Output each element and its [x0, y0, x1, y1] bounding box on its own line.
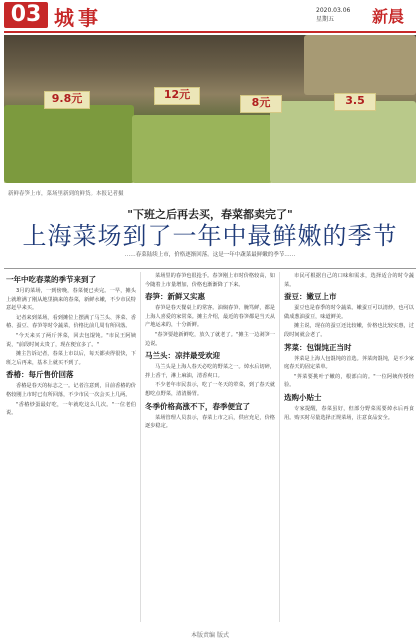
column-heading: 选购小贴士 [284, 392, 322, 402]
article-column-2 [145, 272, 275, 624]
column-paragraph: "春笋要趁新鲜吃，放久了就老了。"摊主一边剥笋一边说。 [145, 331, 275, 347]
column-rule [279, 272, 280, 622]
column-paragraph: 菜场里的春笋也很抢手。春笋刚上市时价格较高，如今随着上市量增加，价格也渐渐降了下来。 [145, 273, 275, 288]
price-sign: 8元 [240, 95, 282, 113]
column-paragraph: 不少老年市民表示，吃了一冬天的荤菜，到了春天就想吃点野菜，清清肠胃。 [145, 382, 275, 397]
article-title: 上海菜场到了一年中最鲜嫩的季节 [22, 222, 398, 250]
header-rule [4, 31, 416, 33]
column-heading: 香椿：每斤售价回落 [6, 370, 74, 380]
article-lead: ……春菜陆续上市，价格逐渐回落。这是一年中蔬菜最鲜嫩的季节…… [124, 252, 296, 258]
column-heading: 一年中吃春菜的季节来到了 [6, 275, 96, 284]
logo-char-b: 晨 [388, 7, 405, 26]
column-paragraph: 摊主告诉记者，春菜上市以后，每天都卖得很快，下班之后再来，基本上就买不到了。 [6, 351, 136, 366]
date-meta [316, 6, 372, 24]
vegetable-pile-left [4, 105, 134, 183]
column-paragraph: 蚕豆也是春季的时令蔬菜。嫩蚕豆可以清炒，也可以做成葱油蚕豆，味道鲜美。 [284, 305, 414, 320]
vegetable-pile-center [132, 115, 272, 183]
article-column-3 [284, 272, 414, 624]
masthead-logo [372, 4, 404, 27]
price-sign: 3.5 [334, 93, 376, 111]
column-paragraph: 香椿是春天的标志之一。记者注意到，目前香椿的价格较刚上市时已有所回落，不少市民一次会买上几两。 [6, 383, 136, 398]
price-sign: 12元 [154, 87, 200, 105]
column-heading: 春笋：新鲜又实惠 [145, 292, 205, 302]
column-paragraph: "荠菜要挑叶子嫩的，根部白的。"一位阿姨传授经验。 [284, 373, 414, 389]
article-column-1 [6, 272, 136, 624]
column-paragraph: "香椿炒蛋最好吃，一年就吃这么几次。"一位老伯说。 [6, 401, 136, 417]
column-paragraph: 3月的菜场，一到傍晚，春菜便已卖完。一早，摊头上就堆满了刚从地里摘来的春菜，新鲜水嫩，不少市民特意赶早来买。 [6, 288, 136, 312]
page-number: 03 [4, 2, 48, 28]
column-paragraph: 春笋是春天餐桌上的常客。油焖春笋、腌笃鲜，都是上海人喜爱的家常菜。摊主介绍，最近的春笋都是当天从产地运来的，十分新鲜。 [145, 305, 275, 329]
column-paragraph: 菜场管理人员表示，春菜上市之后，供应充足，价格逐步稳定。 [145, 414, 275, 430]
column-paragraph: 市民可根据自己的口味和需求，选择适合的时令蔬菜。 [284, 273, 414, 288]
column-paragraph: 马兰头是上海人春天必吃的野菜之一。焯水后切碎，拌上香干，淋上麻油，清香爽口。 [145, 364, 275, 379]
column-heading: 冬季价格高涨不下，春季便宜了 [145, 401, 250, 411]
market-background [304, 35, 416, 95]
vegetable-pile-right [270, 101, 416, 183]
title-divider [4, 268, 416, 269]
price-sign: 9.8元 [44, 91, 90, 109]
column-paragraph: 荠菜是上海人包馄饨的首选。荠菜肉馄饨，是不少家庭春天的固定菜单。 [284, 355, 414, 371]
article-subtitle: "下班之后再去买，春菜都卖完了" [127, 208, 293, 221]
logo-char-a: 新 [372, 7, 389, 26]
meta-line: 星期五 [316, 16, 335, 23]
market-photo [4, 35, 416, 183]
column-heading: 荠菜：包馄饨正当时 [284, 342, 352, 352]
column-paragraph: 摊主说，现在的蚕豆还比较嫩，价格也比较实惠，过段时间就会老了。 [284, 323, 414, 338]
column-rule [140, 272, 141, 622]
column-heading: 蚕豆：嫩豆上市 [284, 292, 337, 302]
column-heading: 马兰头：凉拌最受欢迎 [145, 351, 220, 361]
page-header [0, 0, 420, 32]
column-paragraph: "今天来买了两斤荠菜，回去包馄饨。"市民王阿姨说，"前段时间太贵了，现在便宜多了。" [6, 332, 136, 348]
page-footer: 本版责编 版式 [191, 632, 229, 639]
column-paragraph: 记者来到菜场，看到摊位上摆满了马兰头、荠菜、香椿、蚕豆、春笋等时令蔬菜，价格比前几周有所回落。 [6, 314, 136, 330]
column-paragraph: 专家提醒，春菜虽好，但部分野菜需要焯水后再食用。购买时尽量选择正规菜场，注意食品安全。 [284, 405, 414, 421]
section-title: 城事 [54, 6, 102, 30]
date-line: 2020.03.06 [316, 7, 351, 14]
photo-caption: 新鲜春笋上市，菜场里新到的鲜货。本报记者摄 [8, 191, 124, 197]
